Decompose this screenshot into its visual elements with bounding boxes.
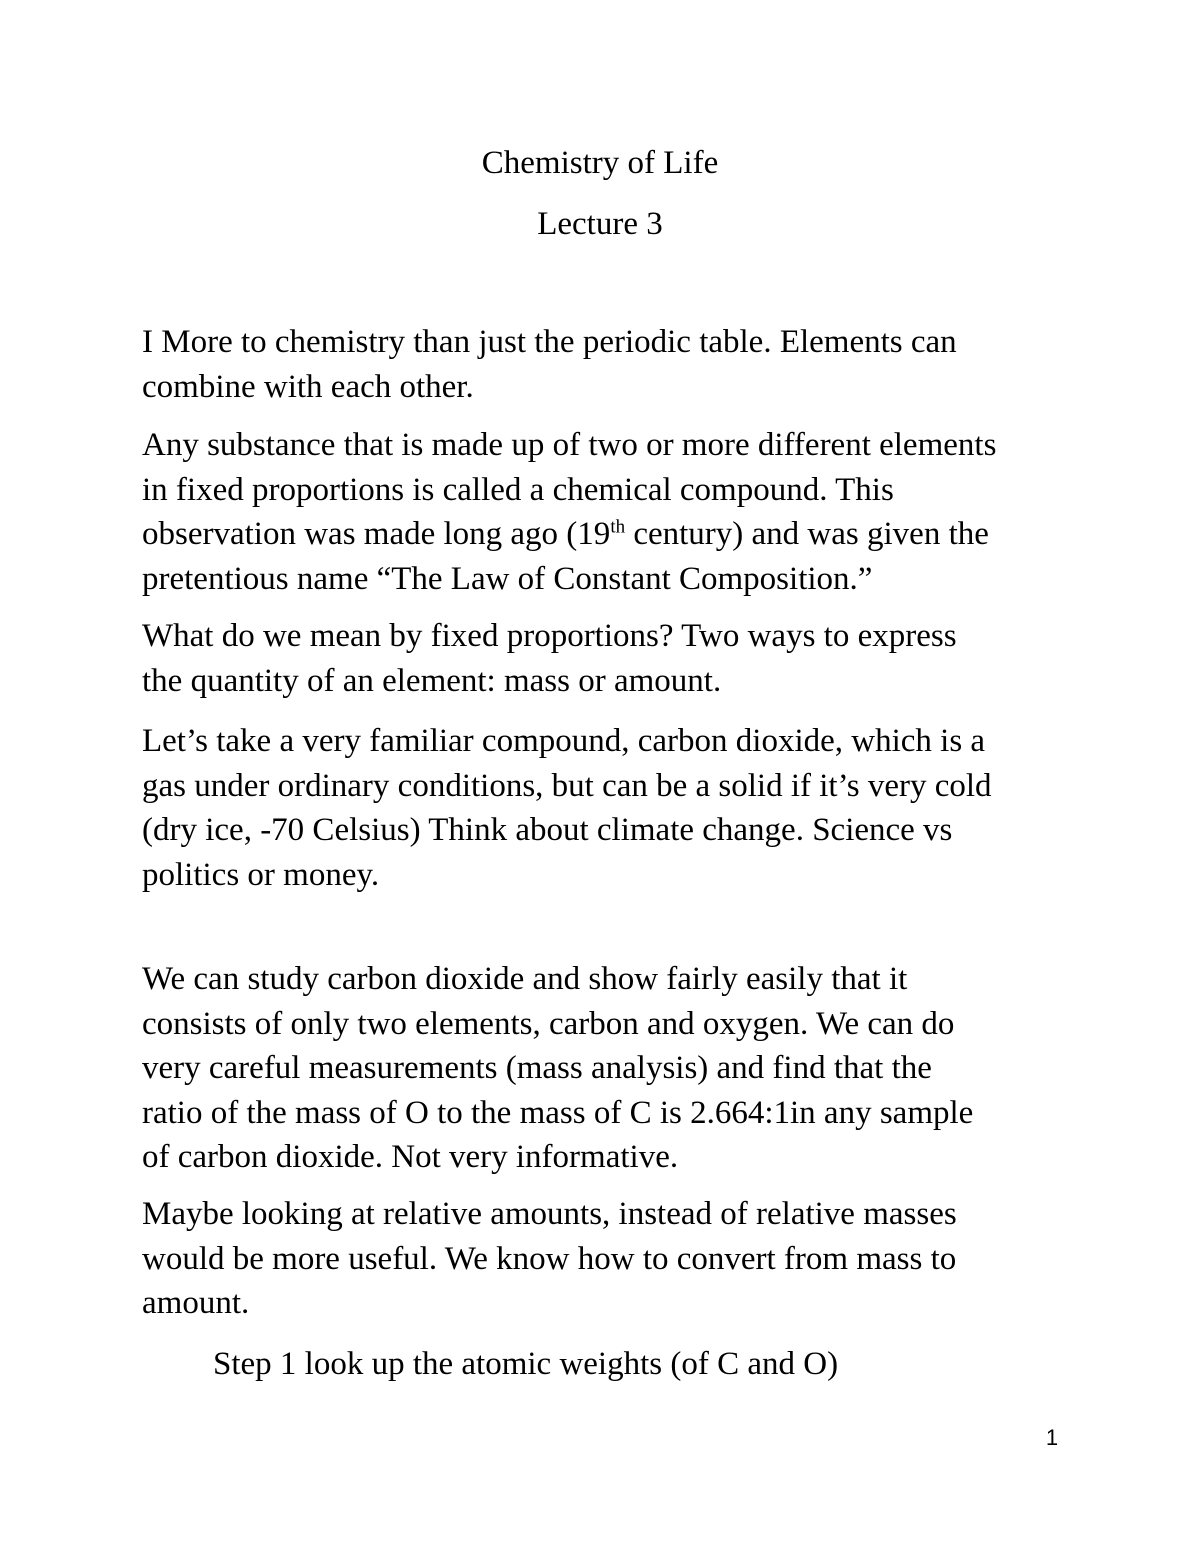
superscript: th	[610, 516, 626, 538]
page-number: 1	[1045, 1425, 1059, 1450]
paragraph-line: ratio of the mass of O to the mass of C is 2.664:1in any sample	[142, 1094, 974, 1131]
paragraph-6	[142, 1192, 1072, 1326]
paragraph-5	[142, 957, 1072, 1180]
paragraph-line: What do we mean by fixed proportions? Two ways to express	[142, 618, 957, 654]
paragraph-line: would be more useful. We know how to convert from mass to	[142, 1240, 957, 1277]
document-subtitle: Lecture 3	[537, 206, 663, 242]
paragraph-line: Maybe looking at relative amounts, instead of relative masses	[142, 1196, 957, 1232]
paragraph-line: in fixed proportions is called a chemical compound. This	[142, 471, 894, 508]
paragraph-2	[142, 423, 1072, 601]
paragraph-line: We can study carbon dioxide and show fairly easily that it	[142, 961, 908, 997]
paragraph-line: consists of only two elements, carbon and oxygen. We can do	[142, 1005, 955, 1042]
paragraph-1	[142, 320, 1072, 409]
paragraph-line: (dry ice, -70 Celsius) Think about climate change. Science vs	[142, 812, 953, 848]
paragraph-line: I More to chemistry than just the periodic table. Elements can	[142, 324, 957, 360]
paragraph-line: combine with each other.	[142, 368, 474, 405]
text-fragment: observation was made long ago (19	[142, 516, 611, 552]
paragraph-line: the quantity of an element: mass or amount.	[142, 662, 722, 699]
document-title: Chemistry of Life	[481, 145, 719, 181]
paragraph-line: pretentious name “The Law of Constant Composition.”	[142, 560, 873, 597]
paragraph-line: politics or money.	[142, 856, 380, 893]
paragraph-line: Let’s take a very familiar compound, carbon dioxide, which is a	[142, 723, 986, 759]
paragraph-4	[142, 719, 1072, 897]
paragraph-3	[142, 614, 1072, 703]
paragraph-line: amount.	[142, 1285, 250, 1321]
paragraph-line-with-superscript	[142, 512, 1072, 557]
step-line: Step 1 look up the atomic weights (of C and O)	[213, 1346, 839, 1382]
paragraph-line: Any substance that is made up of two or more different elements	[142, 427, 997, 463]
paragraph-line: gas under ordinary conditions, but can be a solid if it’s very cold	[142, 767, 992, 804]
text-fragment: century) and was given the	[625, 516, 989, 552]
paragraph-line: very careful measurements (mass analysis) and find that the	[142, 1050, 932, 1086]
paragraph-line: of carbon dioxide. Not very informative.	[142, 1139, 679, 1175]
